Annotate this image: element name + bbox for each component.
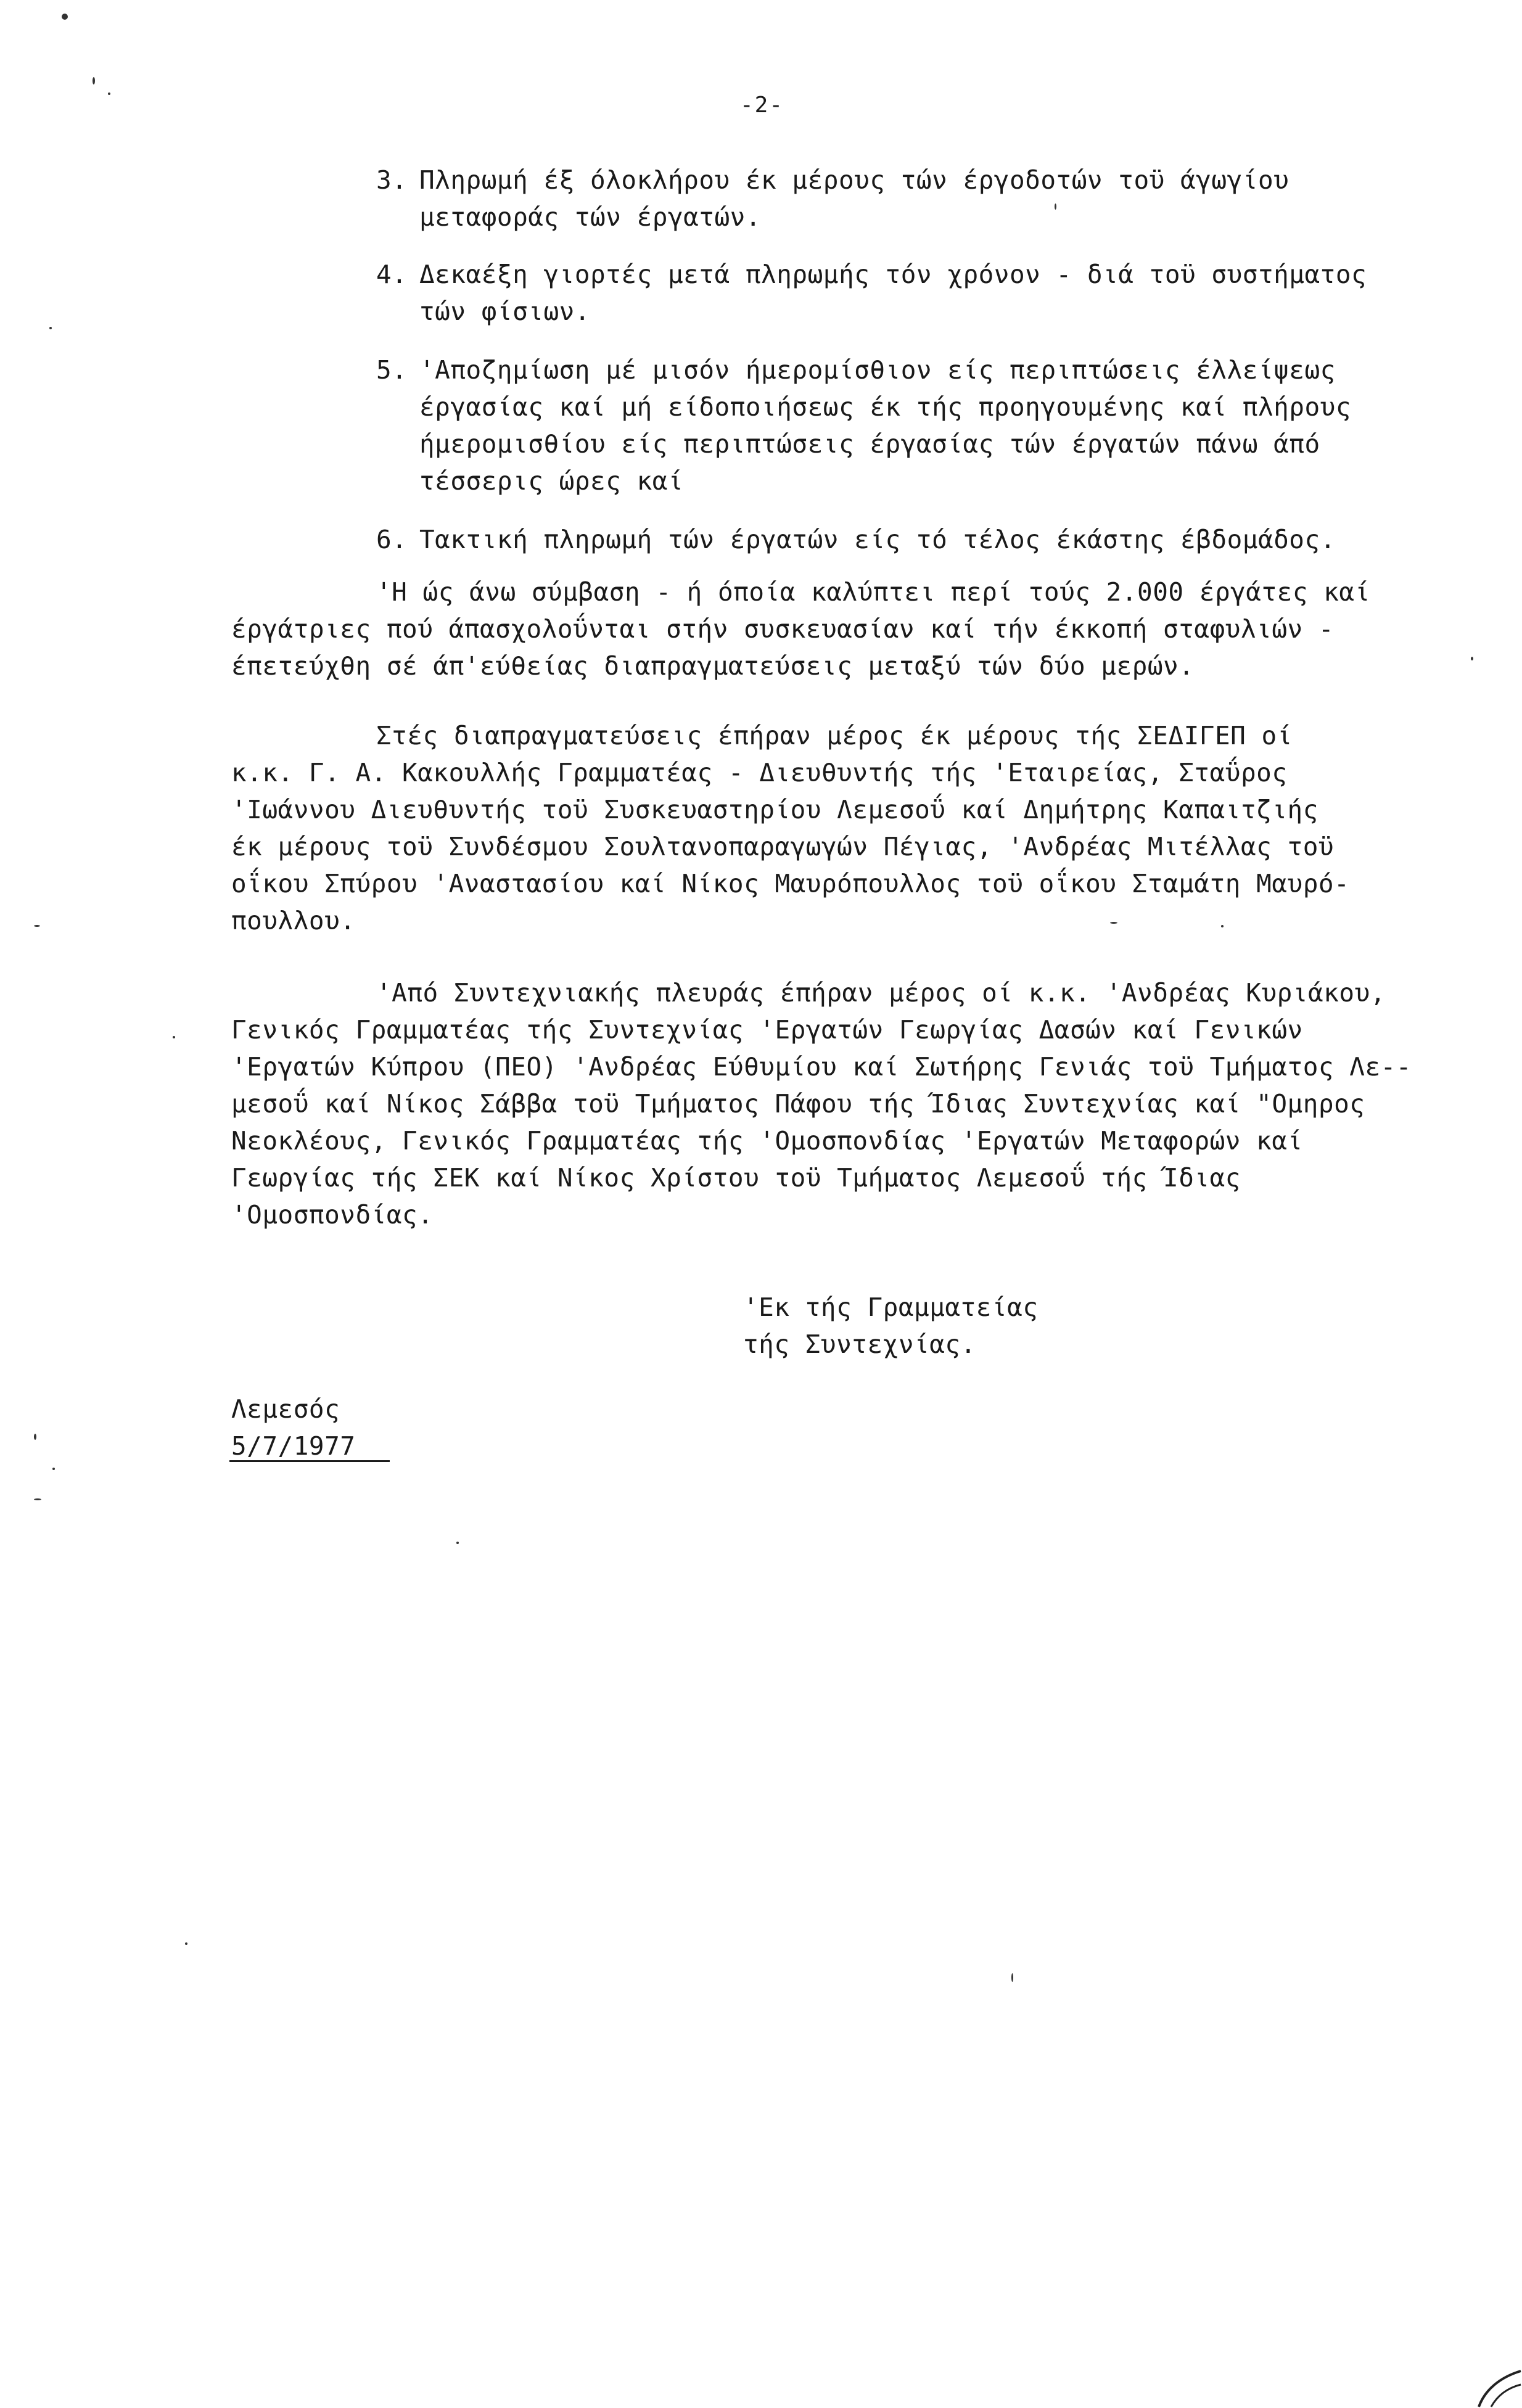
scan-speck: [34, 1498, 41, 1500]
scan-speck: [108, 92, 110, 95]
scan-speck: [185, 1942, 187, 1945]
item-5-line-1: 'Αποζημίωση μέ μισόν ήμερομίσθιον είς περιπτώσεις έλλείψεως: [419, 355, 1336, 385]
employers-line-1: Στές διαπραγματεύσεις έπήραν μέρος έκ μέρους τής ΣΕΔΙΓΕΠ οί: [376, 721, 1293, 750]
scan-speck: [173, 1036, 175, 1038]
item-4-line-1: Δεκαέξη γιορτές μετά πληρωμής τόν χρόνον - διά τοϋ συστήματος: [419, 260, 1367, 289]
item-3-number: 3.: [376, 165, 408, 195]
scan-speck: [62, 14, 68, 20]
agreement-line-1: 'Η ώς άνω σύμβαση - ή όποία καλύπτει περί τούς 2.000 έργάτες καί: [376, 577, 1370, 607]
document-date: 5/7/1977: [231, 1431, 356, 1461]
item-4-number: 4.: [376, 260, 408, 289]
page-number: -2-: [740, 92, 784, 118]
scan-speck: [456, 1542, 459, 1544]
unions-line-2: Γενικός Γραμματέας τής Συντεχνίας 'Εργατών Γεωργίας Δασών καί Γενικών: [231, 1015, 1303, 1045]
scan-speck: [1471, 657, 1473, 660]
employers-line-5: οΐκου Σπύρου 'Αναστασίου καί Νίκος Μαυρόπουλλος τοϋ οΐκου Σταμάτη Μαυρό-: [231, 869, 1350, 898]
item-6-number: 6.: [376, 525, 408, 554]
agreement-line-3: έπετεύχθη σέ άπ'εύθείας διαπραγματεύσεις μεταξύ τών δύο μερών.: [231, 651, 1195, 681]
item-5-number: 5.: [376, 355, 408, 385]
scan-speck: [34, 925, 40, 927]
employers-line-4: έκ μέρους τοϋ Συνδέσμου Σουλτανοπαραγωγών Πέγιας, 'Ανδρέας Μιτέλλας τοϋ: [231, 832, 1335, 861]
signature-line-2: τής Συντεχνίας.: [743, 1329, 976, 1359]
employers-line-2: κ.κ. Γ. Α. Κακουλλής Γραμματέας - Διευθυντής τής 'Εταιρείας, Σταΰρος: [231, 758, 1288, 787]
scan-speck: [1011, 1973, 1013, 1982]
scan-speck: [1221, 925, 1224, 927]
unions-line-1: 'Από Συντεχνιακής πλευράς έπήραν μέρος οί κ.κ. 'Ανδρέας Κυριάκου,: [376, 978, 1386, 1008]
agreement-line-2: έργάτριες πού άπασχολοΰνται στήν συσκευασίαν καί τήν έκκοπή σταφυλιών -: [231, 614, 1335, 644]
scan-speck: [52, 1468, 55, 1470]
scan-speck: [93, 77, 95, 84]
date-underline: [229, 1460, 390, 1462]
item-5-line-2: έργασίας καί μή είδοποιήσεως έκ τής προηγουμένης καί πλήρους: [419, 392, 1352, 422]
scan-speck: [34, 1434, 36, 1440]
item-3-line-2: μεταφοράς τών έργατών.: [419, 202, 762, 232]
scan-speck: [49, 327, 52, 329]
item-5-line-3: ήμερομισθίου είς περιπτώσεις έργασίας τών έργατών πάνω άπό: [419, 429, 1320, 459]
corner-scan-mark-icon: [1466, 2353, 1522, 2408]
unions-line-7: 'Ομοσπονδίας.: [231, 1200, 434, 1230]
unions-line-5: Νεοκλέους, Γενικός Γραμματέας τής 'Ομοσπονδίας 'Εργατών Μεταφορών καί: [231, 1126, 1303, 1156]
employers-line-3: 'Ιωάννου Διευθυντής τοϋ Συσκευαστηρίου Λεμεσοΰ καί Δημήτρης Καπαιτζιής: [231, 795, 1318, 824]
unions-line-4: μεσοΰ καί Νίκος Σάββα τοϋ Τμήματος Πάφου τής Ίδιας Συντεχνίας καί "Ομηρος: [231, 1089, 1365, 1119]
item-3-line-1: Πληρωμή έξ όλοκλήρου έκ μέρους τών έργοδοτών τοϋ άγωγίου: [419, 165, 1290, 195]
signature-line-1: 'Εκ τής Γραμματείας: [743, 1292, 1039, 1322]
item-4-line-2: τών φίσιων.: [419, 297, 591, 326]
unions-line-6: Γεωργίας τής ΣΕΚ καί Νίκος Χρίστου τοϋ Τμήματος Λεμεσοΰ τής Ίδιας: [231, 1163, 1241, 1193]
item-5-line-4: τέσσερις ώρες καί: [419, 466, 684, 496]
item-6-line-1: Τακτική πληρωμή τών έργατών είς τό τέλος έκάστης έβδομάδος.: [419, 525, 1336, 554]
scan-speck: [1110, 922, 1117, 924]
employers-line-6: πουλλου.: [231, 906, 356, 935]
unions-line-3: 'Εργατών Κύπρου (ΠΕΟ) 'Ανδρέας Εύθυμίου καί Σωτήρης Γενιάς τοϋ Τμήματος Λε--: [231, 1052, 1412, 1082]
scan-speck: [1055, 203, 1056, 210]
place-name: Λεμεσός: [231, 1394, 340, 1424]
